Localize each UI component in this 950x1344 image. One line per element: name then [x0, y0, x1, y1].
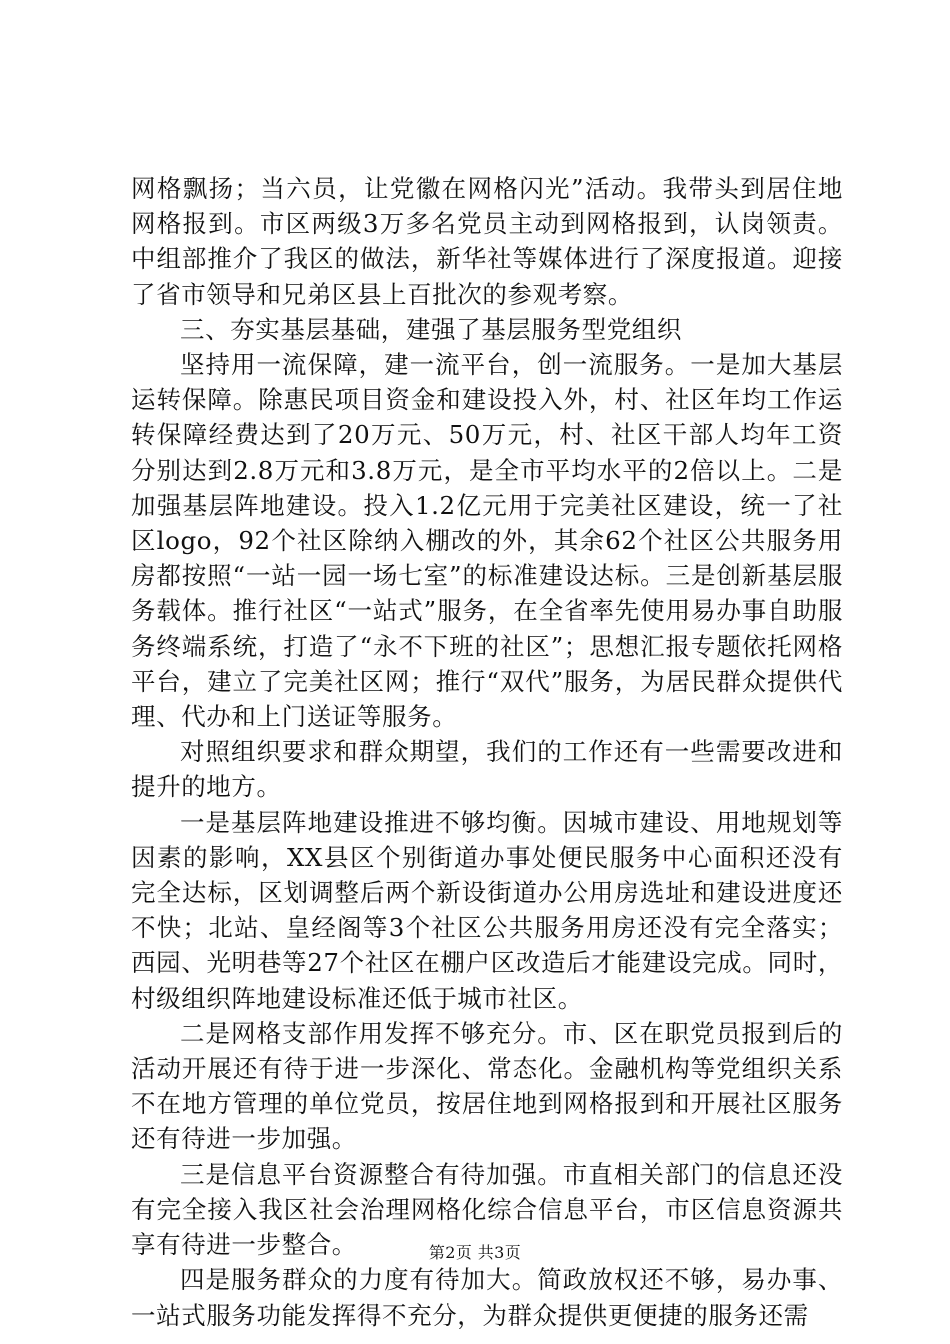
- document-body: [131, 171, 843, 1333]
- section-heading: 三、夯实基层基础，建强了基层服务型党组织: [180, 314, 682, 344]
- paragraph: 三是信息平台资源整合有待加强。市直相关部门的信息还没有完全接入我区社会治理网格化综合信息平台，市区信息资源共享有待进一步整合。: [131, 1159, 843, 1260]
- page-number-footer: 第2页 共3页: [428, 1243, 522, 1262]
- paragraph: 对照组织要求和群众期望，我们的工作还有一些需要改进和提升的地方。: [131, 737, 843, 802]
- paragraph: 四是服务群众的力度有待加大。简政放权还不够，易办事、一站式服务功能发挥得不充分，为群众提供更便捷的服务还需: [131, 1265, 843, 1330]
- paragraph: 坚持用一流保障，建一流平台，创一流服务。一是加大基层运转保障。除惠民项目资金和建设投入外，村、社区年均工作运转保障经费达到了20万元、50万元，村、社区干部人均年工资分别达到2.8万元和3.8万元，是全市平均水平的2倍以上。二是加强基层阵地建设。投入1.2亿元用于完美社区建设，统一了社区logo，92个社区除纳入棚改的外，其余62个社区公共服务用房都按照“一站一园一场七室”的标准建设达标。三是创新基层服务载体。推行社区“一站式”服务，在全省率先使用易办事自助服务终端系统，打造了“永不下班的社区”；思想汇报专题依托网格平台，建立了完美社区网；推行“双代”服务，为居民群众提供代理、代办和上门送证等服务。: [131, 350, 843, 732]
- paragraph-continued: 网格飘扬；当六员，让党徽在网格闪光”活动。我带头到居住地网格报到。市区两级3万多名党员主动到网格报到，认岗领责。中组部推介了我区的做法，新华社等媒体进行了深度报道。迎接了省市领导和兄弟区县上百批次的参观考察。: [131, 174, 843, 309]
- paragraph: 一是基层阵地建设推进不够均衡。因城市建设、用地规划等因素的影响，XX县区个别街道办事处便民服务中心面积还没有完全达标，区划调整后两个新设街道办公用房选址和建设进度还不快；北站、皇经阁等3个社区公共服务用房还没有完全落实；西园、光明巷等27个社区在棚户区改造后才能建设完成。同时，村级组织阵地建设标准还低于城市社区。: [131, 807, 843, 1013]
- paragraph: 二是网格支部作用发挥不够充分。市、区在职党员报到后的活动开展还有待于进一步深化、常态化。金融机构等党组织关系不在地方管理的单位党员，按居住地到网格报到和开展社区服务还有待进一步加强。: [131, 1018, 843, 1154]
